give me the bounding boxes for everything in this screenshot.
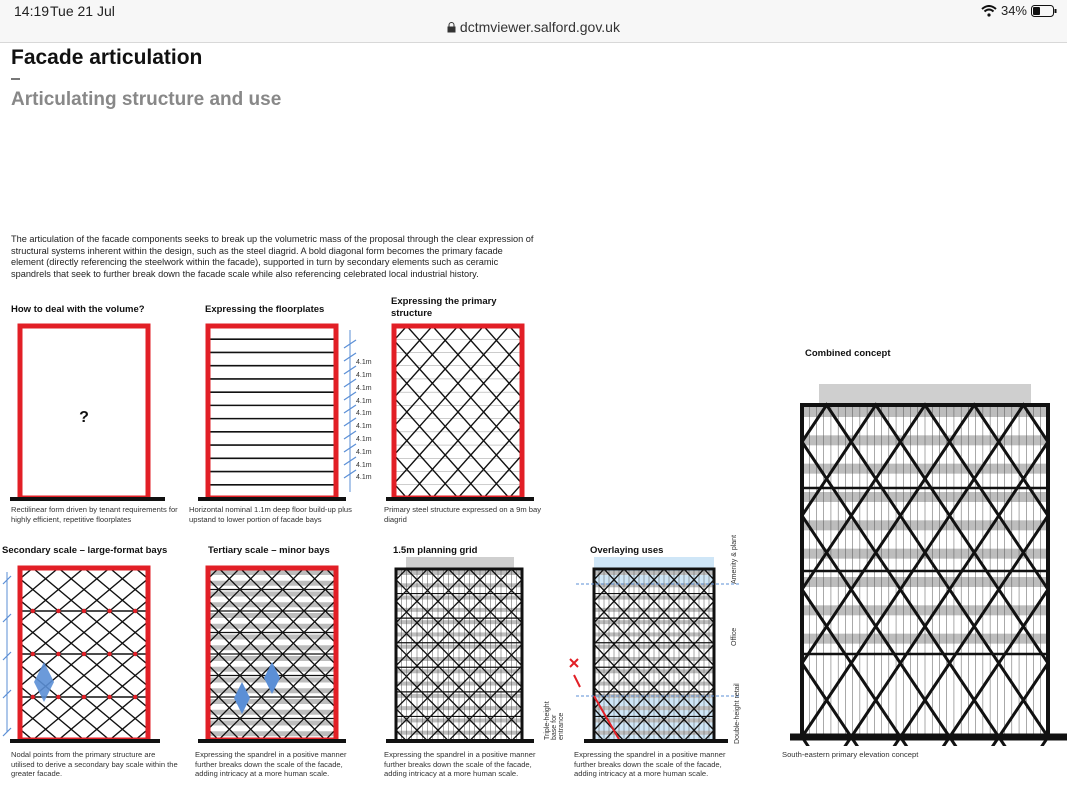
combined-concept-diagram (790, 380, 1067, 746)
caption-grid: Expressing the spandrel in a positive manner further breaks down the scale of the facade, adding intricacy at a more human scale. (384, 750, 536, 779)
diagrid-bay (471, 469, 497, 498)
diagrid-bay (496, 469, 522, 498)
diagrid-bay (20, 568, 46, 590)
dim-label: 4.1m (356, 423, 372, 430)
node-point (56, 652, 60, 656)
node-point (133, 695, 137, 699)
node-point (56, 695, 60, 699)
diagrid-bay (420, 326, 446, 355)
spandrel-band (208, 721, 336, 726)
node-point (107, 652, 111, 656)
caption-secondary: Nodal points from the primary structure are utilised to derive a secondary bay scale within the greater facade. (11, 750, 178, 779)
diagrid-bay (46, 568, 72, 590)
dim-label: 4.1m (356, 398, 372, 405)
heading-secondary: Secondary scale – large-format bays (2, 545, 168, 556)
diagrid-bay (97, 676, 123, 698)
diagrid-bay (496, 412, 522, 441)
label-entrance: Triple-height base for entrance (544, 701, 565, 740)
dim-label: 4.1m (356, 462, 372, 469)
spandrel-band (208, 635, 336, 640)
spandrel-band (208, 570, 336, 575)
spandrel-band (208, 592, 336, 597)
overlaying-uses-diagram (560, 555, 760, 747)
diagrid-bay (122, 697, 148, 719)
heading-uses: Overlaying uses (590, 545, 664, 556)
diagrid-bay (46, 697, 72, 719)
intro-paragraph: The articulation of the facade components seeks to break up the volumetric mass of the proposal through the clear expression of structural systems inherent within the design, such as the steel diagrid. A bold diagonal form becomes the primary facade element (directly referencing the steelwork within the facade), supported in turn by secondary elements such as ceramic spandrels that seek to further break down the facade scale while also referencing celebrated local industrial history. (11, 234, 534, 279)
caption-floorplates: Horizontal nominal 1.1m deep floor build-up plus upstand to lower portion of facade bays (189, 505, 352, 524)
diagrid-bay (97, 611, 123, 633)
diagrid-bay (445, 469, 471, 498)
status-time: 14:19 (14, 3, 50, 19)
status-indicators (981, 3, 1057, 18)
node-point (107, 609, 111, 613)
diagrid-bay (394, 383, 420, 412)
diagrid-bay (20, 697, 46, 719)
battery-percent: 34% (1000, 3, 1027, 18)
caption-volume: Rectilinear form driven by tenant requirements for highly efficient, repetitive floorplates (11, 505, 178, 524)
diagrid-bay (394, 412, 420, 441)
title-divider (11, 78, 20, 80)
diagrid-bay (420, 469, 446, 498)
diagrid-bay (97, 633, 123, 655)
diagrid-bay (950, 479, 999, 553)
diagrid-bay (394, 326, 420, 355)
diagrid-bay (471, 412, 497, 441)
diagrid-bay (122, 654, 148, 676)
diagrid-bay (97, 654, 123, 676)
floorplates-diagram (196, 322, 386, 504)
diagrid-bay (445, 412, 471, 441)
diagrid-bay (122, 590, 148, 612)
primary-structure-diagram (384, 322, 544, 504)
node-point (133, 609, 137, 613)
heading-tertiary: Tertiary scale – minor bays (208, 545, 330, 556)
diagrid-bay (71, 590, 97, 612)
dim-label: 4.1m (356, 410, 372, 417)
node-point (31, 695, 35, 699)
diagrid-bay (46, 590, 72, 612)
diagrid-bay (97, 568, 123, 590)
spandrel-band (208, 699, 336, 704)
dim-label: 4.1m (356, 474, 372, 481)
dim-label: 4.1m (356, 359, 372, 366)
diagrid-bay (97, 590, 123, 612)
node-point (56, 609, 60, 613)
node-point (107, 695, 111, 699)
diagrid-bay (46, 611, 72, 633)
heading-combined: Combined concept (805, 348, 891, 359)
diagrid-bay (71, 719, 97, 741)
diagrid-bay (46, 633, 72, 655)
planning-grid-diagram (384, 555, 544, 747)
caption-primary: Primary steel structure expressed on a 9m bay diagrid (384, 505, 542, 524)
diagrid-bay (420, 383, 446, 412)
diagrid-bay (471, 383, 497, 412)
scissors-icon (570, 659, 580, 687)
diagrid-bay (46, 654, 72, 676)
dim-label: 4.1m (356, 436, 372, 443)
diagrid-bay (97, 697, 123, 719)
diagrid-bay (471, 326, 497, 355)
diagrid-bay (71, 568, 97, 590)
address-bar[interactable] (0, 19, 1067, 35)
diagrid-bay (496, 383, 522, 412)
caption-uses: Expressing the spandrel in a positive manner further breaks down the scale of the facade, adding intricacy at a more human scale. (574, 750, 726, 779)
page-subtitle: Articulating structure and use (11, 89, 282, 110)
diagrid-bay (122, 568, 148, 590)
wifi-icon (981, 5, 997, 17)
status-date: Tue 21 Jul (50, 3, 115, 19)
diagrid-bay (71, 633, 97, 655)
diagrid-bay (445, 383, 471, 412)
label-amenity: Amenity & plant (731, 534, 738, 584)
lock-icon (447, 22, 456, 33)
label-retail: Double-height retail (734, 683, 741, 744)
diagrid-bay (20, 611, 46, 633)
page-title: Facade articulation (11, 46, 203, 69)
dim-label: 4.1m (356, 449, 372, 456)
browser-status-bar (0, 0, 1067, 43)
volume-diagram (8, 322, 168, 504)
diagrid-bay (122, 633, 148, 655)
url-text: dctmviewer.salford.gov.uk (459, 19, 620, 35)
battery-icon (1031, 5, 1057, 17)
diagrid-bay (71, 654, 97, 676)
diagrid-bay (97, 719, 123, 741)
node-point (82, 609, 86, 613)
node-point (82, 695, 86, 699)
caption-tertiary: Expressing the spandrel in a positive manner further breaks down the scale of the facade, adding intricacy at a more human scale. (195, 750, 347, 779)
highlight-bay (234, 682, 250, 714)
diagrid-bay (122, 676, 148, 698)
highlight-bay (34, 662, 54, 702)
diagrid-bay (496, 326, 522, 355)
heading-grid: 1.5m planning grid (393, 545, 478, 556)
spandrel-band (208, 656, 336, 661)
spandrel-band (208, 613, 336, 618)
question-mark: ? (79, 409, 89, 426)
node-point (31, 652, 35, 656)
diagrid-bay (20, 719, 46, 741)
node-point (133, 652, 137, 656)
tertiary-scale-diagram (196, 562, 356, 747)
diagrid-bay (71, 676, 97, 698)
diagrid-bay (122, 719, 148, 741)
heading-floorplates: Expressing the floorplates (205, 304, 325, 315)
dim-label: 4.1m (356, 372, 372, 379)
diagrid-bay (20, 590, 46, 612)
dim-label: 4.1m (356, 385, 372, 392)
node-point (82, 652, 86, 656)
heading-primary: Expressing the primary structure (391, 296, 497, 319)
diagrid-bay (46, 719, 72, 741)
label-office: Office (731, 627, 738, 646)
heading-volume: How to deal with the volume? (11, 304, 145, 315)
node-point (31, 609, 35, 613)
caption-combined: South-eastern primary elevation concept (782, 750, 919, 759)
diagrid-bay (394, 469, 420, 498)
diagrid-bay (20, 633, 46, 655)
secondary-scale-diagram (0, 562, 165, 747)
diagrid-bay (420, 412, 446, 441)
diagrid-bay (71, 697, 97, 719)
diagrid-bay (71, 611, 97, 633)
diagrid-bay (122, 611, 148, 633)
diagrid-bay (445, 326, 471, 355)
diagrid-bay (851, 479, 900, 553)
